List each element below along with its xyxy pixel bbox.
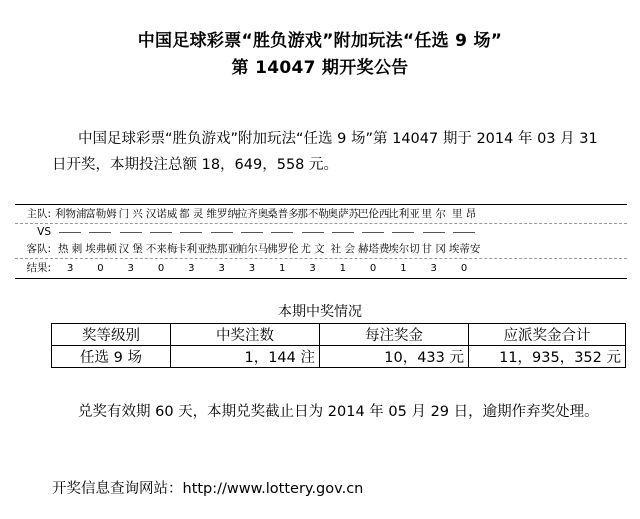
page-title: 中国足球彩票“胜负游戏”附加玩法“任选 9 场” [137, 31, 503, 51]
prize-header-cell: 中奖注数 [171, 324, 320, 346]
intro-paragraph: 中国足球彩票“胜负游戏”附加玩法“任选 9 场”第 14047 期于 2014 年 03 月 31 日开奖，本期投注总额 18，649，558 元。 [52, 131, 598, 173]
prize-count-cell: 1，144 注 [171, 346, 320, 368]
result-cell: 3 [218, 263, 225, 274]
vs-divider [206, 224, 236, 240]
home-team-cell: 富勒姆 [85, 208, 117, 220]
away-team-cell: 热 刺 [57, 243, 83, 255]
home-row [15, 205, 627, 224]
result-cell: 1 [279, 263, 286, 274]
vs-divider [176, 224, 206, 240]
result-row [15, 259, 627, 278]
result-cell: 3 [248, 263, 256, 274]
vs-divider [419, 224, 449, 240]
page-subtitle: 第 14047 期开奖公告 [231, 58, 409, 78]
away-team-cell: 埃弗顿 [85, 243, 117, 255]
away-label: 客队: [26, 243, 51, 255]
away-team-cell: 赫塔费 [357, 243, 390, 255]
result-cell: 0 [97, 263, 104, 274]
vs-label: VS [37, 226, 51, 238]
vs-divider [328, 224, 358, 240]
home-team-cell: 拉齐奥 [236, 208, 269, 220]
matches-table [15, 204, 627, 279]
home-team-cell: 里 昂 [451, 208, 477, 220]
result-cell: 3 [188, 263, 195, 274]
vs-divider [297, 224, 327, 240]
away-team-cell: 不来梅 [145, 243, 178, 255]
prize-header-cell: 每注奖金 [320, 324, 469, 346]
result-cell: 3 [127, 263, 134, 274]
vs-divider [388, 224, 418, 240]
result-cell: 3 [430, 263, 437, 274]
home-team-cell: 桑普多 [267, 208, 299, 220]
home-team-cell: 奥萨苏 [327, 208, 360, 220]
result-label: 结果: [26, 262, 51, 274]
home-team-cell: 巴伦西 [357, 208, 390, 220]
prize-header-row [52, 324, 626, 346]
result-cell: 0 [157, 263, 165, 274]
home-team-cell: 比利亚 [388, 208, 420, 220]
vs-divider [146, 224, 176, 240]
prize-header-cell: 应派奖金合计 [469, 324, 626, 346]
home-team-cell: 利物浦 [55, 208, 87, 220]
result-cell: 1 [400, 263, 407, 274]
validity-paragraph: 兑奖有效期 60 天，本期兑奖截止日为 2014 年 05 月 29 日，逾期作弃奖处理。 [78, 404, 599, 420]
away-team-cell: 汉 堡 [118, 243, 143, 255]
prize-data-row [52, 346, 626, 368]
vs-row [15, 224, 627, 240]
website-line: 开奖信息查询网站：http://www.lottery.gov.cn [52, 481, 364, 497]
away-team-cell: 帕尔马 [236, 243, 269, 255]
home-team-cell: 门 兴 [118, 208, 143, 220]
vs-divider [237, 224, 267, 240]
away-team-cell: 尤 文 [300, 243, 325, 255]
result-cell: 3 [66, 263, 74, 274]
result-cell: 3 [309, 263, 316, 274]
home-team-cell: 汉诺威 [145, 208, 178, 220]
vs-divider [116, 224, 146, 240]
away-team-cell: 社 会 [330, 243, 355, 255]
home-team-cell: 那不勒 [297, 208, 329, 220]
home-team-cell: 都 灵 [179, 208, 204, 220]
prize-amount-cell: 10，433 元 [320, 346, 469, 368]
vs-divider [449, 224, 479, 240]
vs-divider [85, 224, 115, 240]
home-team-cell: 里 尔 [421, 208, 446, 220]
home-label: 主队: [26, 208, 51, 220]
prize-table [51, 323, 626, 368]
result-cell: 1 [339, 263, 346, 274]
vs-divider [358, 224, 388, 240]
away-row [15, 240, 627, 259]
vs-divider [267, 224, 297, 240]
away-team-cell: 埃尔切 [388, 243, 420, 255]
prize-section-title: 本期中奖情况 [278, 304, 362, 320]
vs-divider [55, 224, 85, 240]
prize-header-cell: 奖等级别 [52, 324, 171, 346]
prize-level-cell: 任选 9 场 [52, 346, 171, 368]
away-team-cell: 甘 冈 [421, 243, 446, 255]
away-team-cell: 卡利亚 [176, 243, 208, 255]
away-team-cell: 热那亚 [206, 243, 238, 255]
result-cell: 0 [460, 263, 468, 274]
prize-total-cell: 11，935，352 元 [469, 346, 626, 368]
home-team-cell: 维罗纳 [206, 208, 238, 220]
result-cell: 0 [369, 263, 377, 274]
away-team-cell: 埃蒂安 [448, 243, 481, 255]
away-team-cell: 佛罗伦 [267, 243, 299, 255]
